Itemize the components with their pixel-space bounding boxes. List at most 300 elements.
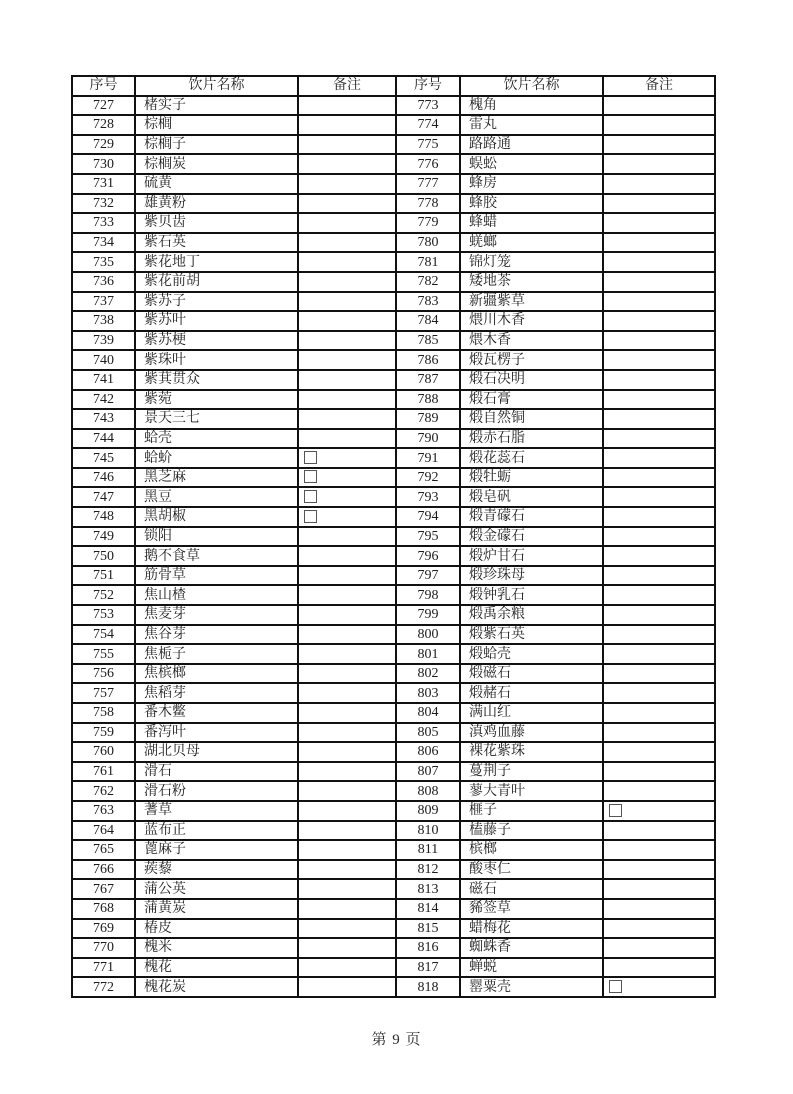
seq-no-right: 801 — [396, 644, 460, 664]
medicine-name-right: 罂粟壳 — [460, 977, 603, 997]
remark-cell-left — [298, 96, 396, 116]
seq-no-left: 727 — [72, 96, 135, 116]
seq-no-left: 766 — [72, 860, 135, 880]
medicine-name-right: 槐角 — [460, 96, 603, 116]
checkbox-icon — [304, 510, 317, 523]
remark-cell-right — [603, 448, 715, 468]
checkbox-icon — [609, 804, 622, 817]
seq-no-right: 806 — [396, 742, 460, 762]
remark-cell-right — [603, 468, 715, 488]
seq-no-left: 765 — [72, 840, 135, 860]
medicine-name-left: 蒺藜 — [135, 860, 298, 880]
medicine-name-left: 蛤蚧 — [135, 448, 298, 468]
seq-no-left: 753 — [72, 605, 135, 625]
medicine-name-right: 煅炉甘石 — [460, 546, 603, 566]
seq-no-left: 731 — [72, 174, 135, 194]
medicine-name-left: 楮实子 — [135, 96, 298, 116]
seq-no-right: 805 — [396, 723, 460, 743]
remark-cell-left — [298, 742, 396, 762]
seq-no-left: 770 — [72, 938, 135, 958]
table-row — [72, 958, 715, 978]
seq-no-left: 755 — [72, 644, 135, 664]
seq-no-right: 815 — [396, 919, 460, 939]
remark-cell-right — [603, 115, 715, 135]
remark-cell-left — [298, 723, 396, 743]
medicine-name-right: 蜂蜡 — [460, 213, 603, 233]
remark-cell-right — [603, 527, 715, 547]
table-row — [72, 174, 715, 194]
seq-no-right: 788 — [396, 390, 460, 410]
medicine-name-left: 蛤壳 — [135, 429, 298, 449]
medicine-name-left: 紫珠叶 — [135, 350, 298, 370]
seq-no-right: 792 — [396, 468, 460, 488]
remark-cell-left — [298, 625, 396, 645]
seq-no-left: 749 — [72, 527, 135, 547]
remark-cell-left — [298, 527, 396, 547]
medicine-name-left: 槐花 — [135, 958, 298, 978]
table-row — [72, 448, 715, 468]
remark-cell-right — [603, 507, 715, 527]
table-row — [72, 703, 715, 723]
remark-cell-right — [603, 840, 715, 860]
medicine-name-left: 紫苏梗 — [135, 331, 298, 351]
remark-cell-right — [603, 96, 715, 116]
medicine-name-left: 雄黄粉 — [135, 194, 298, 214]
table-row — [72, 115, 715, 135]
remark-cell-right — [603, 605, 715, 625]
remark-cell-left — [298, 331, 396, 351]
medicine-name-left: 蓍草 — [135, 801, 298, 821]
seq-no-right: 791 — [396, 448, 460, 468]
table-row — [72, 566, 715, 586]
medicine-name-right: 路路通 — [460, 135, 603, 155]
table-row — [72, 370, 715, 390]
table-row — [72, 840, 715, 860]
medicine-name-left: 焦山楂 — [135, 585, 298, 605]
remark-cell-right — [603, 958, 715, 978]
medicine-name-right: 槟榔 — [460, 840, 603, 860]
remark-cell-left — [298, 468, 396, 488]
remark-cell-right — [603, 331, 715, 351]
table-row — [72, 194, 715, 214]
medicine-name-left: 锁阳 — [135, 527, 298, 547]
remark-cell-left — [298, 115, 396, 135]
seq-no-left: 763 — [72, 801, 135, 821]
column-header-name-right: 饮片名称 — [460, 76, 603, 96]
medicine-name-left: 焦稻芽 — [135, 683, 298, 703]
medicine-name-left: 槐花炭 — [135, 977, 298, 997]
seq-no-left: 732 — [72, 194, 135, 214]
seq-no-left: 768 — [72, 899, 135, 919]
seq-no-left: 744 — [72, 429, 135, 449]
remark-cell-right — [603, 272, 715, 292]
medicine-name-left: 紫菀 — [135, 390, 298, 410]
remark-cell-right — [603, 683, 715, 703]
remark-cell-right — [603, 566, 715, 586]
remark-cell-left — [298, 585, 396, 605]
medicine-name-right: 蝉蜕 — [460, 958, 603, 978]
medicine-name-left: 景天三七 — [135, 409, 298, 429]
remark-cell-right — [603, 899, 715, 919]
medicine-name-right: 雷丸 — [460, 115, 603, 135]
seq-no-right: 804 — [396, 703, 460, 723]
seq-no-left: 734 — [72, 233, 135, 253]
medicine-name-right: 煅花蕊石 — [460, 448, 603, 468]
seq-no-right: 776 — [396, 154, 460, 174]
seq-no-right: 816 — [396, 938, 460, 958]
remark-cell-left — [298, 487, 396, 507]
medicine-name-left: 鹅不食草 — [135, 546, 298, 566]
column-header-no-left: 序号 — [72, 76, 135, 96]
remark-cell-right — [603, 801, 715, 821]
seq-no-left: 759 — [72, 723, 135, 743]
seq-no-right: 781 — [396, 252, 460, 272]
remark-cell-left — [298, 507, 396, 527]
medicine-name-right: 煅赤石脂 — [460, 429, 603, 449]
table-row — [72, 213, 715, 233]
medicine-name-right: 蔓荆子 — [460, 762, 603, 782]
medicine-name-left: 紫苏子 — [135, 292, 298, 312]
remark-cell-left — [298, 135, 396, 155]
seq-no-right: 787 — [396, 370, 460, 390]
remark-cell-left — [298, 213, 396, 233]
remark-cell-left — [298, 272, 396, 292]
table-row — [72, 429, 715, 449]
table-row — [72, 919, 715, 939]
remark-cell-right — [603, 703, 715, 723]
header-row — [72, 76, 715, 96]
remark-cell-left — [298, 194, 396, 214]
table-row — [72, 585, 715, 605]
medicine-name-right: 磁石 — [460, 879, 603, 899]
seq-no-left: 738 — [72, 311, 135, 331]
seq-no-right: 818 — [396, 977, 460, 997]
remark-cell-left — [298, 605, 396, 625]
table-row — [72, 781, 715, 801]
seq-no-left: 745 — [72, 448, 135, 468]
seq-no-left: 743 — [72, 409, 135, 429]
seq-no-right: 799 — [396, 605, 460, 625]
seq-no-right: 777 — [396, 174, 460, 194]
remark-cell-left — [298, 664, 396, 684]
seq-no-left: 762 — [72, 781, 135, 801]
remark-cell-right — [603, 429, 715, 449]
remark-cell-right — [603, 723, 715, 743]
remark-cell-left — [298, 840, 396, 860]
column-header-name-left: 饮片名称 — [135, 76, 298, 96]
medicine-name-right: 裸花紫珠 — [460, 742, 603, 762]
remark-cell-left — [298, 429, 396, 449]
seq-no-right: 773 — [396, 96, 460, 116]
table-row — [72, 977, 715, 997]
medicine-name-left: 紫花前胡 — [135, 272, 298, 292]
table-row — [72, 742, 715, 762]
remark-cell-left — [298, 546, 396, 566]
medicine-name-right: 煅珍珠母 — [460, 566, 603, 586]
medicine-name-right: 蜈蚣 — [460, 154, 603, 174]
remark-cell-right — [603, 213, 715, 233]
remark-cell-left — [298, 233, 396, 253]
remark-cell-left — [298, 879, 396, 899]
medicine-name-left: 筋骨草 — [135, 566, 298, 586]
seq-no-right: 813 — [396, 879, 460, 899]
medicine-name-right: 滇鸡血藤 — [460, 723, 603, 743]
medicine-name-right: 酸枣仁 — [460, 860, 603, 880]
table-row — [72, 272, 715, 292]
medicine-name-left: 滑石 — [135, 762, 298, 782]
medicine-name-left: 蓝布正 — [135, 821, 298, 841]
table-row — [72, 801, 715, 821]
table-row — [72, 311, 715, 331]
seq-no-left: 769 — [72, 919, 135, 939]
remark-cell-left — [298, 821, 396, 841]
remark-cell-right — [603, 252, 715, 272]
medicine-name-right: 蜘蛛香 — [460, 938, 603, 958]
remark-cell-left — [298, 390, 396, 410]
remark-cell-left — [298, 174, 396, 194]
table-row — [72, 527, 715, 547]
column-header-remark-right: 备注 — [603, 76, 715, 96]
remark-cell-right — [603, 938, 715, 958]
table-row — [72, 683, 715, 703]
seq-no-right: 775 — [396, 135, 460, 155]
medicine-name-left: 棕榈炭 — [135, 154, 298, 174]
seq-no-right: 786 — [396, 350, 460, 370]
seq-no-left: 751 — [72, 566, 135, 586]
medicine-name-left: 蒲黄炭 — [135, 899, 298, 919]
table-body — [72, 96, 715, 997]
medicine-name-left: 焦谷芽 — [135, 625, 298, 645]
medicine-name-right: 煅牡蛎 — [460, 468, 603, 488]
table-row — [72, 762, 715, 782]
seq-no-left: 748 — [72, 507, 135, 527]
remark-cell-left — [298, 566, 396, 586]
seq-no-left: 750 — [72, 546, 135, 566]
seq-no-left: 761 — [72, 762, 135, 782]
seq-no-left: 729 — [72, 135, 135, 155]
seq-no-left: 742 — [72, 390, 135, 410]
medicine-name-left: 紫苏叶 — [135, 311, 298, 331]
medicine-name-right: 煅磁石 — [460, 664, 603, 684]
seq-no-left: 771 — [72, 958, 135, 978]
remark-cell-right — [603, 664, 715, 684]
table-row — [72, 331, 715, 351]
seq-no-left: 767 — [72, 879, 135, 899]
medicine-name-right: 煅皂矾 — [460, 487, 603, 507]
seq-no-left: 757 — [72, 683, 135, 703]
checkbox-icon — [304, 470, 317, 483]
seq-no-right: 817 — [396, 958, 460, 978]
seq-no-right: 779 — [396, 213, 460, 233]
remark-cell-right — [603, 390, 715, 410]
seq-no-right: 790 — [396, 429, 460, 449]
remark-cell-right — [603, 154, 715, 174]
medicine-name-left: 滑石粉 — [135, 781, 298, 801]
remark-cell-right — [603, 860, 715, 880]
seq-no-left: 756 — [72, 664, 135, 684]
remark-cell-right — [603, 292, 715, 312]
checkbox-icon — [304, 490, 317, 503]
remark-cell-right — [603, 879, 715, 899]
seq-no-right: 789 — [396, 409, 460, 429]
remark-cell-right — [603, 742, 715, 762]
table-row — [72, 468, 715, 488]
medicine-name-left: 番木鳖 — [135, 703, 298, 723]
remark-cell-left — [298, 311, 396, 331]
table-row — [72, 546, 715, 566]
seq-no-left: 764 — [72, 821, 135, 841]
medicine-name-right: 煅自然铜 — [460, 409, 603, 429]
medicine-name-left: 椿皮 — [135, 919, 298, 939]
table-row — [72, 96, 715, 116]
medicine-name-left: 紫花地丁 — [135, 252, 298, 272]
medicine-name-right: 榧子 — [460, 801, 603, 821]
seq-no-left: 746 — [72, 468, 135, 488]
remark-cell-left — [298, 801, 396, 821]
seq-no-right: 784 — [396, 311, 460, 331]
seq-no-left: 728 — [72, 115, 135, 135]
medicine-name-right: 煅金礞石 — [460, 527, 603, 547]
medicine-name-left: 黑胡椒 — [135, 507, 298, 527]
table-row — [72, 723, 715, 743]
seq-no-left: 735 — [72, 252, 135, 272]
seq-no-right: 798 — [396, 585, 460, 605]
medicine-name-left: 湖北贝母 — [135, 742, 298, 762]
medicine-name-left: 棕榈 — [135, 115, 298, 135]
seq-no-right: 800 — [396, 625, 460, 645]
seq-no-right: 811 — [396, 840, 460, 860]
table-row — [72, 154, 715, 174]
remark-cell-left — [298, 977, 396, 997]
remark-cell-left — [298, 958, 396, 978]
seq-no-right: 807 — [396, 762, 460, 782]
medicine-name-right: 新疆紫草 — [460, 292, 603, 312]
remark-cell-right — [603, 977, 715, 997]
remark-cell-right — [603, 311, 715, 331]
remark-cell-left — [298, 703, 396, 723]
seq-no-right: 796 — [396, 546, 460, 566]
seq-no-right: 797 — [396, 566, 460, 586]
table-row — [72, 292, 715, 312]
medicine-name-right: 蜂胶 — [460, 194, 603, 214]
remark-cell-left — [298, 350, 396, 370]
medicine-name-right: 豨签草 — [460, 899, 603, 919]
medicine-name-right: 煅石决明 — [460, 370, 603, 390]
remark-cell-right — [603, 233, 715, 253]
medicine-name-right: 矮地茶 — [460, 272, 603, 292]
remark-cell-right — [603, 487, 715, 507]
medicine-name-left: 棕榈子 — [135, 135, 298, 155]
medicine-name-right: 榼藤子 — [460, 821, 603, 841]
remark-cell-left — [298, 899, 396, 919]
medicine-name-left: 紫石英 — [135, 233, 298, 253]
remark-cell-left — [298, 683, 396, 703]
seq-no-left: 739 — [72, 331, 135, 351]
remark-cell-right — [603, 350, 715, 370]
table-row — [72, 664, 715, 684]
remark-cell-right — [603, 370, 715, 390]
seq-no-left: 772 — [72, 977, 135, 997]
remark-cell-right — [603, 135, 715, 155]
seq-no-left: 758 — [72, 703, 135, 723]
table-row — [72, 879, 715, 899]
medicine-name-right: 煅赭石 — [460, 683, 603, 703]
medicine-name-left: 槐米 — [135, 938, 298, 958]
seq-no-right: 810 — [396, 821, 460, 841]
seq-no-left: 747 — [72, 487, 135, 507]
table-row — [72, 252, 715, 272]
seq-no-right: 795 — [396, 527, 460, 547]
remark-cell-right — [603, 781, 715, 801]
remark-cell-left — [298, 292, 396, 312]
remark-cell-left — [298, 644, 396, 664]
column-header-remark-left: 备注 — [298, 76, 396, 96]
column-header-no-right: 序号 — [396, 76, 460, 96]
medicine-name-right: 蜣螂 — [460, 233, 603, 253]
remark-cell-left — [298, 154, 396, 174]
medicine-name-right: 满山红 — [460, 703, 603, 723]
remark-cell-right — [603, 821, 715, 841]
table-row — [72, 860, 715, 880]
medicine-name-left: 硫黄 — [135, 174, 298, 194]
remark-cell-right — [603, 919, 715, 939]
table-row — [72, 409, 715, 429]
seq-no-right: 793 — [396, 487, 460, 507]
medicine-name-left: 焦槟榔 — [135, 664, 298, 684]
seq-no-left: 741 — [72, 370, 135, 390]
seq-no-left: 737 — [72, 292, 135, 312]
medicine-table — [71, 75, 716, 998]
table-row — [72, 233, 715, 253]
medicine-name-right: 煅青礞石 — [460, 507, 603, 527]
seq-no-left: 754 — [72, 625, 135, 645]
remark-cell-left — [298, 370, 396, 390]
medicine-name-right: 煅钟乳石 — [460, 585, 603, 605]
remark-cell-right — [603, 174, 715, 194]
medicine-name-left: 蓖麻子 — [135, 840, 298, 860]
medicine-name-right: 蜡梅花 — [460, 919, 603, 939]
table-row — [72, 938, 715, 958]
table-row — [72, 487, 715, 507]
table-row — [72, 821, 715, 841]
remark-cell-left — [298, 448, 396, 468]
medicine-name-right: 煅禹余粮 — [460, 605, 603, 625]
medicine-name-right: 煅蛤壳 — [460, 644, 603, 664]
seq-no-left: 730 — [72, 154, 135, 174]
remark-cell-left — [298, 919, 396, 939]
seq-no-right: 808 — [396, 781, 460, 801]
page-number-footer: 第 9 页 — [371, 1032, 422, 1048]
seq-no-right: 803 — [396, 683, 460, 703]
seq-no-right: 780 — [396, 233, 460, 253]
medicine-name-left: 焦麦芽 — [135, 605, 298, 625]
medicine-name-left: 番泻叶 — [135, 723, 298, 743]
table-row — [72, 625, 715, 645]
seq-no-right: 783 — [396, 292, 460, 312]
remark-cell-right — [603, 409, 715, 429]
remark-cell-left — [298, 938, 396, 958]
remark-cell-right — [603, 194, 715, 214]
medicine-name-left: 紫贝齿 — [135, 213, 298, 233]
medicine-name-left: 紫萁贯众 — [135, 370, 298, 390]
table-row — [72, 644, 715, 664]
remark-cell-left — [298, 409, 396, 429]
medicine-name-right: 煅瓦楞子 — [460, 350, 603, 370]
checkbox-icon — [609, 980, 622, 993]
medicine-name-right: 蓼大青叶 — [460, 781, 603, 801]
seq-no-right: 802 — [396, 664, 460, 684]
table-row — [72, 605, 715, 625]
